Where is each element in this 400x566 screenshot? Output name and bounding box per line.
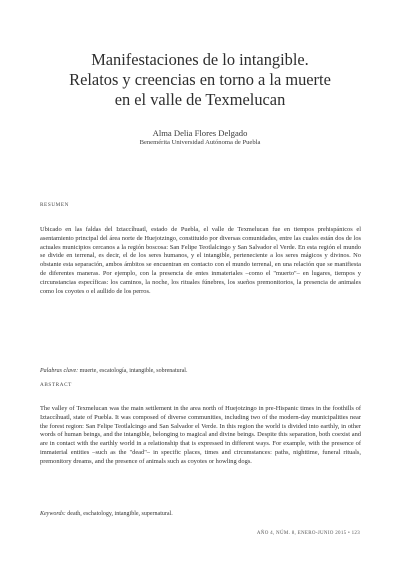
resumen-keywords [40,367,361,375]
author-affiliation: Benemérita Universidad Autónoma de Puebla [139,139,261,146]
keywords-label: Keywords: [40,511,66,517]
resumen-heading: RESUMEN [40,202,69,208]
abstract-heading: ABSTRACT [40,382,72,388]
article-title [40,50,360,110]
page-footer: AÑO 4, NÚM. 8, ENERO-JUNIO 2015 • 123 [256,531,360,536]
title-line: en el valle de Texmelucan [114,90,286,109]
author-name: Alma Delia Flores Delgado [152,128,248,138]
title-line: Relatos y creencias en torno a la muerte [69,70,331,89]
keywords-label: Palabras clave: [40,368,79,374]
resumen-body: Ubicado en las faldas del Iztaccíhuatl, estado de Puebla, el valle de Texmelucan fue en tiempos prehispánicos el asentamiento principal del área norte de Huejotzingo, constituido por diversas comunidades, entre las cuales están dos de los actuales municipios cercanos a la región boscosa: San Felipe Teotlalcingo y San Salvador el Verde. En esta región el mundo se divide en terrenal, es decir, el de los seres humanos, y el intangible, perteneciente a los seres mágicos y divinos. No obstante esta separación, ambos ámbitos se encuentran en contacto con el mundo terrenal, en una relación que se manifiesta de diferentes maneras. Por ejemplo, con la presencia de entes inmateriales –como el "muerto"– en lugares, tiempos y circunstancias específicas: los caminos, la noche, los rituales fúnebres, los sueños premonitorios, la presencia de animales como los coyotes o el aullido de los perros. [40,226,361,295]
keywords-value: death, eschatology, intangible, supernatural. [67,511,173,517]
keywords-value: muerte, escatología, intangible, sobrenatural. [79,368,188,374]
abstract-keywords [40,510,361,518]
title-line: Manifestaciones de lo intangible. [91,50,309,69]
abstract-body: The valley of Texmelucan was the main settlement in the area north of Huejotzingo in pre-Hispanic times in the foothills of Iztaccíhuatl, state of Puebla. It was composed of diverse communities, including two of the modern-day municipalities near the forest region: San Felipe Teotlalcingo and San Salvador el Verde. In this region the world is divided into earthly, in other words of human beings, and the intangible, belonging to magical and divine beings. Despite this separation, both coexist and are in contact with the earthly world in a relationship that is expressed in different ways. For example, with the presence of immaterial entities –such as the "dead"– in specific places, times and circumstances: paths, nighttime, funeral rituals, premonitory dreams, and the presence of animals such as coyotes or howling dogs. [40,405,361,465]
